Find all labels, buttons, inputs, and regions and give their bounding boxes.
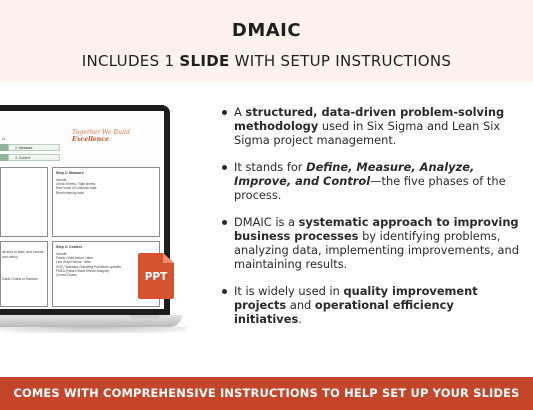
slide-box-left-bottom — [0, 241, 48, 307]
measure-item: Check Sheets / Tally sheets — [56, 182, 96, 187]
side-line: all area to start, and include — [2, 250, 44, 254]
list-item — [222, 105, 522, 147]
control-include: Include: — [56, 252, 68, 256]
measure-list — [56, 178, 96, 195]
side-line: and cabin) — [2, 254, 18, 259]
bullet-text: DMAIC is a — [234, 215, 299, 229]
control-list — [56, 252, 121, 277]
slide-box-measure — [52, 167, 160, 237]
ppt-file-fold — [163, 253, 174, 263]
laptop-notch — [130, 315, 160, 319]
bullet-bold: quality improvement projects — [234, 284, 478, 312]
side-notes — [2, 250, 44, 282]
ppt-file-icon — [138, 253, 174, 299]
bullet-bold: systematic approach to improving business processes — [234, 215, 519, 243]
list-item — [222, 215, 522, 271]
laptop-shadow — [0, 327, 186, 333]
slide-tagline — [72, 129, 164, 143]
measure-include: Include: — [56, 178, 68, 182]
bullet-text: used in Six Sigma and Lean Six Sigma project management. — [234, 119, 501, 147]
slide-box-left-top — [0, 167, 48, 237]
laptop-mockup — [0, 105, 190, 337]
subtitle-pre: INCLUDES 1 — [81, 52, 180, 70]
subtitle-post: WITH SETUP INSTRUCTIONS — [229, 52, 452, 70]
slide-row-control: 4. Control — [8, 154, 60, 161]
bullet-bold: structured, data-driven problem-solving methodology — [234, 105, 505, 133]
measure-item: Raw Voice of Customer data — [56, 186, 97, 191]
page-title: DMAIC — [231, 20, 302, 41]
slide-header-label: ct — [2, 137, 5, 141]
list-item — [222, 160, 522, 202]
bullet-text: It stands for — [234, 160, 307, 174]
side-line: Gantt Charts or Kanban — [2, 277, 38, 281]
control-item: FMEA (Failure Mode Effects Analysis) — [56, 268, 110, 273]
page-subtitle — [0, 52, 533, 70]
footer-banner: COMES WITH COMPREHENSIVE INSTRUCTIONS TO HELP SET UP YOUR SLIDES — [0, 377, 533, 410]
list-item — [222, 284, 522, 326]
bullet-text: It is widely used in — [234, 284, 344, 298]
header-band — [0, 0, 533, 82]
bullet-text: by identifying problems, analyzing data, implementing improvements, and maintaining results. — [234, 229, 519, 271]
tagline-emphasis: Excellence — [72, 136, 109, 143]
bullet-text: —the five phases of the process. — [234, 174, 506, 202]
measure-title: Step 2: Measure — [56, 171, 84, 175]
slide-row-measure: 2. Measure — [8, 144, 60, 151]
control-item: Control Charts — [56, 273, 77, 278]
slide-row-bar — [0, 154, 8, 161]
subtitle-strong: SLIDE — [179, 52, 230, 70]
control-title: Step 3: Control — [56, 245, 82, 249]
slide-row-bar — [0, 144, 8, 151]
bullet-text: A — [234, 105, 246, 119]
bullet-text: and — [286, 298, 315, 312]
bullet-bold: operational efficiency initiatives — [234, 298, 454, 326]
ppt-label: PPT — [144, 271, 168, 283]
control-item: Line Graph before / after — [56, 260, 91, 265]
bullet-italic: Define, Measure, Analyze, Improve, and Control — [234, 160, 475, 188]
tagline-text: Together We Build — [72, 129, 130, 136]
control-item: SOP / Standard Operating Procedure updates — [56, 264, 121, 269]
control-item: Pareto Chart before / after — [56, 256, 94, 261]
bullet-text: . — [298, 312, 302, 326]
measure-item: Benchmarking data — [56, 190, 84, 195]
feature-list — [222, 105, 522, 339]
